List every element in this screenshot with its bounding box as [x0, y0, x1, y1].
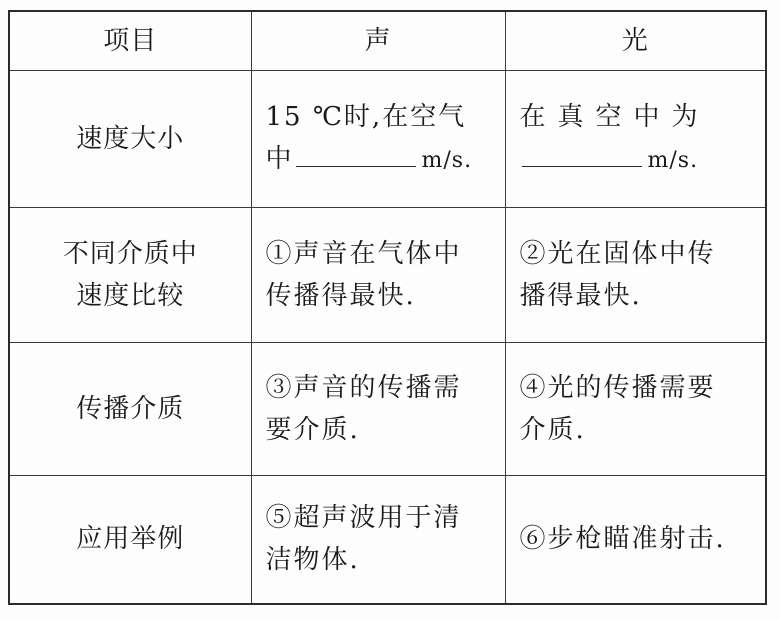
cell-sound-speed: [251, 70, 505, 207]
sound-propagation-line2: 要介质.: [265, 414, 360, 445]
light-speed-line1: 在真空中为: [519, 101, 710, 132]
sound-application-line1: ⑤超声波用于清: [265, 503, 462, 534]
light-speed-answer-blank[interactable]: [522, 138, 642, 167]
light-propagation-line2: 介质.: [519, 414, 586, 445]
row-label-propagation: 传播介质: [9, 342, 251, 475]
row-label-medium-speed: [9, 207, 251, 342]
table-header-row: [9, 11, 766, 70]
sound-propagation-line1: ③声音的传播需: [265, 372, 462, 403]
cell-light-propagation: [505, 342, 766, 475]
sound-light-comparison-table: [8, 10, 767, 605]
sound-medium-line2: 传播得最快.: [265, 280, 416, 311]
light-propagation-line1: ④光的传播需要: [519, 372, 716, 403]
sound-medium-line1: ①声音在气体中: [265, 238, 462, 269]
row-label-medium-line1: 不同介质中: [62, 238, 198, 269]
cell-light-speed: [505, 70, 766, 207]
header-light: 光: [505, 11, 766, 70]
light-medium-line2: 播得最快.: [519, 280, 642, 311]
header-sound: 声: [251, 11, 505, 70]
sound-speed-prefix: 中: [265, 143, 294, 174]
cell-sound-medium: [251, 207, 505, 342]
light-application-line1: ⑥步枪瞄准射击.: [519, 524, 726, 555]
light-speed-line2: [520, 138, 752, 182]
table-row-propagation: [9, 342, 766, 475]
table-row-medium-speed: [9, 207, 766, 342]
table-row-speed: [9, 70, 766, 207]
light-medium-line1: ②光在固体中传: [519, 238, 716, 269]
sound-speed-answer-blank[interactable]: [296, 138, 416, 167]
cell-light-medium: [505, 207, 766, 342]
row-label-speed: 速度大小: [9, 70, 251, 207]
cell-sound-application: [251, 475, 505, 604]
cell-light-application: [505, 475, 766, 604]
sound-speed-line1: 15 ℃时,在空气: [265, 101, 467, 132]
light-speed-unit: m/s.: [647, 147, 699, 173]
cell-sound-propagation: [251, 342, 505, 475]
sound-application-line2: 洁物体.: [265, 545, 360, 576]
sound-speed-line2: [266, 138, 491, 182]
header-item: 项目: [9, 11, 251, 70]
sound-speed-unit: m/s.: [421, 147, 473, 173]
table-row-application: [9, 475, 766, 604]
row-label-medium-line2: 速度比较: [76, 280, 185, 311]
row-label-application: 应用举例: [9, 475, 251, 604]
